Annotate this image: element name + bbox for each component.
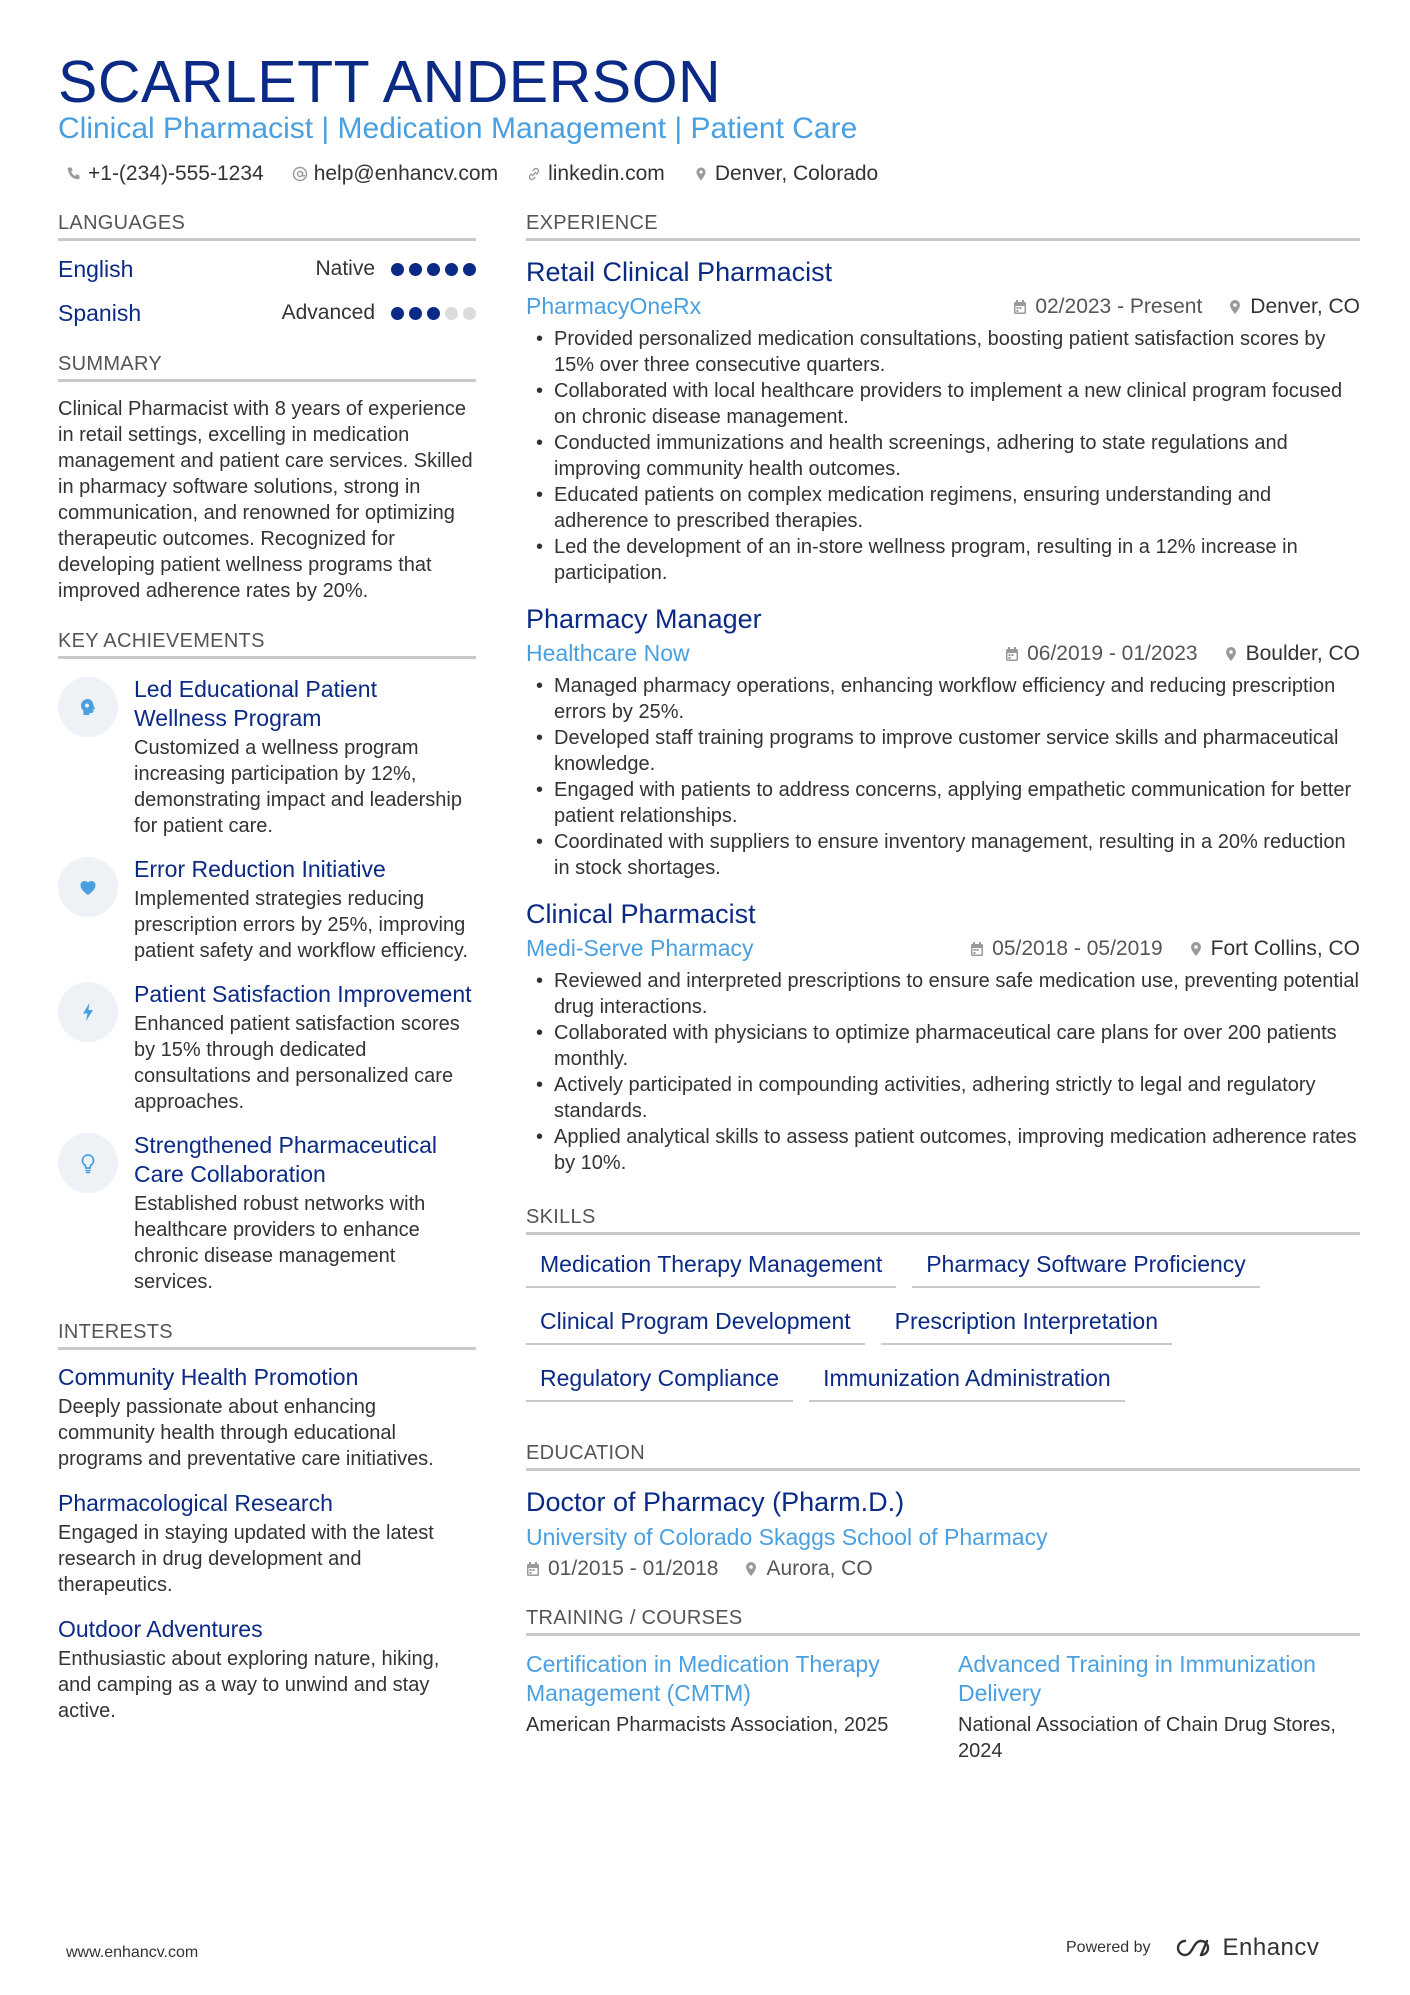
interests-title: INTERESTS bbox=[58, 1321, 476, 1350]
achievements-section bbox=[58, 630, 476, 1295]
footer-website[interactable]: www.enhancv.com bbox=[66, 1944, 199, 1961]
location-icon bbox=[693, 166, 709, 182]
achievement-title: Patient Satisfaction Improvement bbox=[134, 981, 472, 1007]
contact-phone bbox=[66, 162, 264, 186]
job-bullet: • Collaborated with local healthcare providers to implement a new clinical program focused on chronic disease management. bbox=[526, 378, 1360, 430]
education-dates: 01/2015 - 01/2018 bbox=[548, 1557, 719, 1580]
language-rating bbox=[391, 263, 476, 276]
achievements-title: KEY ACHIEVEMENTS bbox=[58, 630, 476, 659]
language-name: Spanish bbox=[58, 299, 142, 326]
rating-dot bbox=[391, 307, 404, 320]
achievement-title: Strengthened Pharmaceutical Care Collaboration bbox=[134, 1132, 438, 1187]
job-dates: 02/2023 - Present bbox=[1035, 294, 1203, 318]
phone-icon bbox=[66, 166, 82, 182]
job-bullet: • Managed pharmacy operations, enhancing workflow efficiency and reducing prescription errors by 25%. bbox=[526, 673, 1360, 725]
rating-dot bbox=[427, 307, 440, 320]
resume-headline: Clinical Pharmacist | Medication Management | Patient Care bbox=[58, 112, 858, 145]
education-degree: Doctor of Pharmacy (Pharm.D.) bbox=[526, 1487, 905, 1517]
course-title: Advanced Training in Immunization Delivery bbox=[958, 1651, 1316, 1706]
job-bullet: • Collaborated with physicians to optimize pharmaceutical care plans for over 200 patients monthly. bbox=[526, 1020, 1360, 1072]
job-bullets bbox=[526, 968, 1360, 1176]
job-location: Fort Collins, CO bbox=[1210, 936, 1360, 960]
achievement-item bbox=[58, 855, 476, 964]
interest-desc: Enthusiastic about exploring nature, hiking, and camping as a way to unwind and stay active. bbox=[58, 1648, 440, 1722]
calendar-icon bbox=[970, 941, 984, 957]
skill-tag: Prescription Interpretation bbox=[881, 1308, 1172, 1345]
interests-section bbox=[58, 1321, 476, 1724]
job-bullet: • Developed staff training programs to improve customer service skills and pharmaceutical knowledge. bbox=[526, 725, 1360, 777]
rating-dot bbox=[409, 307, 422, 320]
job-location: Denver, CO bbox=[1250, 294, 1360, 318]
interest-title: Outdoor Adventures bbox=[58, 1616, 263, 1642]
skill-tag: Regulatory Compliance bbox=[526, 1365, 793, 1402]
language-level: Native bbox=[315, 257, 375, 280]
interest-desc: Engaged in staying updated with the latest research in drug development and therapeutics. bbox=[58, 1522, 434, 1596]
rating-dot bbox=[445, 307, 458, 320]
at-icon bbox=[292, 166, 308, 182]
job-bullet: • Led the development of an in-store wellness program, resulting in a 12% increase in participation. bbox=[526, 534, 1360, 586]
skill-tag: Immunization Administration bbox=[809, 1365, 1125, 1402]
course-org: American Pharmacists Association, 2025 bbox=[526, 1714, 889, 1736]
training-section bbox=[526, 1607, 1360, 1764]
calendar-icon bbox=[1013, 299, 1027, 315]
contact-location-text: Denver, Colorado bbox=[714, 162, 879, 185]
skills-section bbox=[526, 1206, 1360, 1422]
interest-desc: Deeply passionate about enhancing community health through educational programs and preventative care initiatives. bbox=[58, 1396, 434, 1470]
resume-name: SCARLETT ANDERSON bbox=[58, 49, 722, 115]
achievement-desc: Implemented strategies reducing prescription errors by 25%, improving patient safety and workflow efficiency. bbox=[134, 888, 468, 962]
summary-title: SUMMARY bbox=[58, 353, 476, 382]
contact-linkedin bbox=[526, 162, 665, 186]
contact-phone-text: +1-(234)-555-1234 bbox=[88, 162, 264, 185]
language-rating bbox=[391, 307, 476, 320]
job-dates: 05/2018 - 05/2019 bbox=[992, 936, 1163, 960]
job-bullet: • Educated patients on complex medication regimens, ensuring understanding and adherence to prescribed therapies. bbox=[526, 482, 1360, 534]
achievement-item bbox=[58, 675, 476, 839]
achievement-desc: Enhanced patient satisfaction scores by 15% through dedicated consultations and personalized care approaches. bbox=[134, 1013, 460, 1113]
course-org: National Association of Chain Drug Stores, 2024 bbox=[958, 1714, 1336, 1762]
job-bullet: • Actively participated in compounding activities, adhering strictly to legal and regulatory standards. bbox=[526, 1072, 1360, 1124]
achievement-icon-badge bbox=[58, 1133, 118, 1193]
lightning-icon bbox=[77, 1001, 99, 1023]
job-bullet: • Reviewed and interpreted prescriptions to ensure safe medication use, preventing potential drug interactions. bbox=[526, 968, 1360, 1020]
job-company: PharmacyOneRx bbox=[526, 293, 702, 319]
contact-linkedin-text: linkedin.com bbox=[548, 162, 665, 185]
job-company: Healthcare Now bbox=[526, 640, 690, 666]
job-title: Clinical Pharmacist bbox=[526, 899, 756, 929]
achievement-icon-badge bbox=[58, 677, 118, 737]
job-entry bbox=[526, 897, 1360, 1176]
achievement-desc: Customized a wellness program increasing participation by 12%, demonstrating impact and leadership for patient care. bbox=[134, 737, 462, 837]
education-location: Aurora, CO bbox=[766, 1557, 873, 1580]
footer-branding bbox=[1066, 1934, 1319, 1962]
calendar-icon bbox=[526, 1561, 540, 1577]
location-icon bbox=[1228, 299, 1242, 315]
job-dates: 06/2019 - 01/2023 bbox=[1027, 641, 1198, 665]
enhancv-logo-icon bbox=[1171, 1936, 1215, 1960]
rating-dot bbox=[409, 263, 422, 276]
job-bullet: • Applied analytical skills to assess patient outcomes, improving medication adherence rates by 10%. bbox=[526, 1124, 1360, 1176]
job-bullet: • Engaged with patients to address concerns, applying empathetic communication for better patient relationships. bbox=[526, 777, 1360, 829]
achievement-desc: Established robust networks with healthcare providers to enhance chronic disease management services. bbox=[134, 1193, 426, 1293]
languages-title: LANGUAGES bbox=[58, 212, 476, 241]
right-column bbox=[526, 212, 1360, 1764]
left-column bbox=[58, 212, 476, 1724]
skills-title: SKILLS bbox=[526, 1206, 1360, 1235]
rating-dot bbox=[391, 263, 404, 276]
achievement-title: Error Reduction Initiative bbox=[134, 856, 386, 882]
languages-section bbox=[58, 212, 476, 335]
rating-dot bbox=[427, 263, 440, 276]
language-level: Advanced bbox=[281, 301, 375, 324]
interest-title: Pharmacological Research bbox=[58, 1490, 333, 1516]
location-icon bbox=[1189, 941, 1203, 957]
rating-dot bbox=[463, 263, 476, 276]
calendar-icon bbox=[1005, 646, 1019, 662]
language-row bbox=[58, 291, 476, 335]
language-name: English bbox=[58, 255, 134, 282]
training-title: TRAINING / COURSES bbox=[526, 1607, 1360, 1636]
achievement-item bbox=[58, 980, 476, 1115]
job-bullet: • Coordinated with suppliers to ensure inventory management, resulting in a 20% reduction in stock shortages. bbox=[526, 829, 1360, 881]
contact-bar bbox=[66, 162, 878, 186]
job-company: Medi-Serve Pharmacy bbox=[526, 935, 754, 961]
job-bullets bbox=[526, 326, 1360, 586]
powered-by-label: Powered by bbox=[1066, 1939, 1151, 1956]
skill-tag: Medication Therapy Management bbox=[526, 1251, 896, 1288]
experience-section bbox=[526, 212, 1360, 1176]
lightbulb-icon bbox=[77, 1152, 99, 1174]
interest-title: Community Health Promotion bbox=[58, 1364, 359, 1390]
interest-item bbox=[58, 1488, 476, 1598]
contact-email-text: help@enhancv.com bbox=[313, 162, 499, 185]
achievement-item bbox=[58, 1131, 476, 1295]
skills-list bbox=[526, 1251, 1356, 1422]
enhancv-brand-text: Enhancv bbox=[1222, 1934, 1320, 1961]
experience-title: EXPERIENCE bbox=[526, 212, 1360, 241]
education-school: University of Colorado Skaggs School of Pharmacy bbox=[526, 1524, 1048, 1550]
location-icon bbox=[744, 1561, 758, 1577]
achievement-icon-badge bbox=[58, 982, 118, 1042]
job-bullet: • Conducted immunizations and health screenings, adhering to state regulations and improving community health outcomes. bbox=[526, 430, 1360, 482]
location-icon bbox=[1224, 646, 1238, 662]
job-location: Boulder, CO bbox=[1245, 641, 1360, 665]
skill-tag: Pharmacy Software Proficiency bbox=[912, 1251, 1260, 1288]
course-title: Certification in Medication Therapy Management (CMTM) bbox=[526, 1651, 880, 1706]
heart-icon bbox=[77, 876, 99, 898]
achievement-title: Led Educational Patient Wellness Program bbox=[134, 676, 377, 731]
course-item bbox=[958, 1650, 1358, 1764]
job-entry bbox=[526, 602, 1360, 881]
interest-item bbox=[58, 1614, 476, 1724]
contact-email bbox=[292, 162, 498, 186]
skill-tag: Clinical Program Development bbox=[526, 1308, 865, 1345]
job-title: Retail Clinical Pharmacist bbox=[526, 257, 833, 287]
summary-text: Clinical Pharmacist with 8 years of experience in retail settings, excelling in medication management and patient care services. Skilled in pharmacy software solutions, strong in communication, and renowned for optimizing therapeutic outcomes. Recognized for developing patient wellness programs that improved adherence rates by 20%. bbox=[58, 398, 473, 602]
achievement-icon-badge bbox=[58, 857, 118, 917]
language-row bbox=[58, 247, 476, 291]
job-title: Pharmacy Manager bbox=[526, 604, 762, 634]
contact-location bbox=[693, 162, 878, 186]
rating-dot bbox=[445, 263, 458, 276]
rating-dot bbox=[463, 307, 476, 320]
education-section bbox=[526, 1442, 1360, 1581]
brain-icon bbox=[77, 696, 99, 718]
link-icon bbox=[526, 166, 542, 182]
job-bullets bbox=[526, 673, 1360, 881]
enhancv-logo[interactable] bbox=[1171, 1934, 1320, 1962]
interest-item bbox=[58, 1362, 476, 1472]
summary-section bbox=[58, 353, 476, 604]
job-bullet: • Provided personalized medication consultations, boosting patient satisfaction scores by 15% over three consecutive quarters. bbox=[526, 326, 1360, 378]
education-title: EDUCATION bbox=[526, 1442, 1360, 1471]
job-entry bbox=[526, 255, 1360, 586]
course-item bbox=[526, 1650, 926, 1764]
